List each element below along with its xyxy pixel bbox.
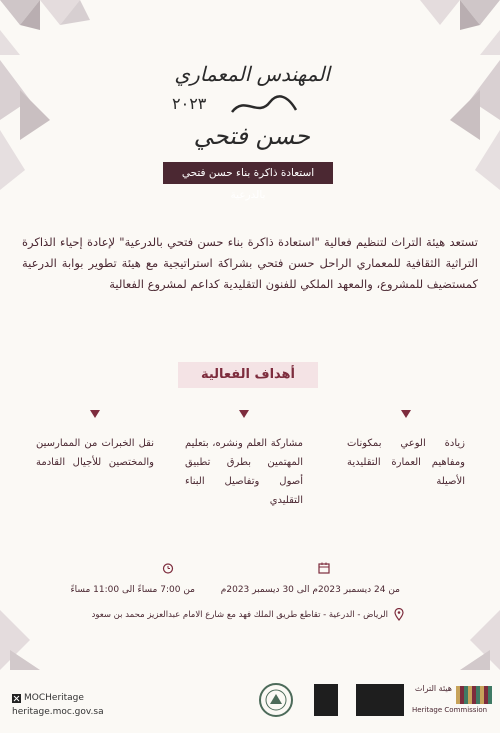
calligraphy-line2: حسن فتحي [193, 122, 310, 150]
goal-text-3: نقل الخبرات من الممارسين والمختصين للأجيال القادمة [36, 438, 154, 468]
commission-name-ar: هيئة التراث [414, 684, 452, 693]
goal-arrow-icon [239, 410, 249, 418]
commission-name-en: Heritage Commission [412, 706, 488, 714]
royal-institute-seal-logo [258, 682, 294, 718]
calligraphy-year: ٢٠٢٣ [172, 94, 207, 113]
commission-pattern-icon [456, 686, 492, 704]
goal-item-2 [185, 410, 303, 510]
event-time: من 7:00 مساءً الى 11:00 مساءً [70, 585, 195, 595]
heritage-commission-logo [412, 684, 492, 720]
traditional-arts-logo [356, 684, 404, 716]
event-date: من 24 ديسمبر 2023م الى 30 ديسمبر 2023م [220, 585, 400, 595]
event-title-tag: استعادة ذاكرة بناء حسن فتحي بالدرعية [163, 162, 333, 184]
social-handle[interactable]: MOCHeritage [24, 693, 84, 703]
left-pattern [0, 60, 60, 240]
calligraphy-logo [160, 62, 340, 157]
goal-text-2: مشاركة العلم ونشره، بتعليم المهتمين بطرق تطبيق أصول وتفاصيل البناء التقليدي [185, 438, 303, 506]
calendar-icon [318, 562, 330, 574]
right-pattern [440, 60, 500, 240]
intro-paragraph: تستعد هيئة التراث لتنظيم فعالية "استعادة ذاكرة بناء حسن فتحي بالدرعية" لإعادة إحياء الذاكرة التراثية الثقافية للمعماري الراحل حسن فتحي بشراكة استراتيجية مع هيئة تطوير بوابة الدرعية كمستضيف للمشروع، والمعهد الملكي للفنون التقليدية كداعم لمشروع الفعالية [22, 235, 478, 291]
top-right-pattern [380, 0, 500, 60]
goal-item-3 [36, 410, 154, 472]
calligraphy-line1: المهندس المعماري [174, 62, 330, 86]
goal-text-1: زيادة الوعي بمكونات ومفاهيم العمارة التقليدية الأصيلة [347, 438, 465, 487]
goals-heading: أهداف الفعالية [178, 362, 318, 388]
diriyah-logo [314, 684, 338, 716]
bottom-left-pattern [0, 590, 80, 670]
goal-item-1 [347, 410, 465, 491]
top-left-pattern [0, 0, 120, 60]
clock-icon [162, 562, 174, 574]
calligraphy-swash [230, 90, 300, 120]
event-location: الرياض - الدرعية - تقاطع طريق الملك فهد مع شارع الامام عبدالعزيز محمد بن سعود [91, 610, 388, 620]
goal-arrow-icon [90, 410, 100, 418]
website-url[interactable]: heritage.moc.gov.sa [12, 707, 104, 717]
bottom-right-pattern [420, 590, 500, 670]
goal-arrow-icon [401, 410, 411, 418]
location-pin-icon [394, 608, 404, 621]
x-social-icon [12, 694, 21, 703]
